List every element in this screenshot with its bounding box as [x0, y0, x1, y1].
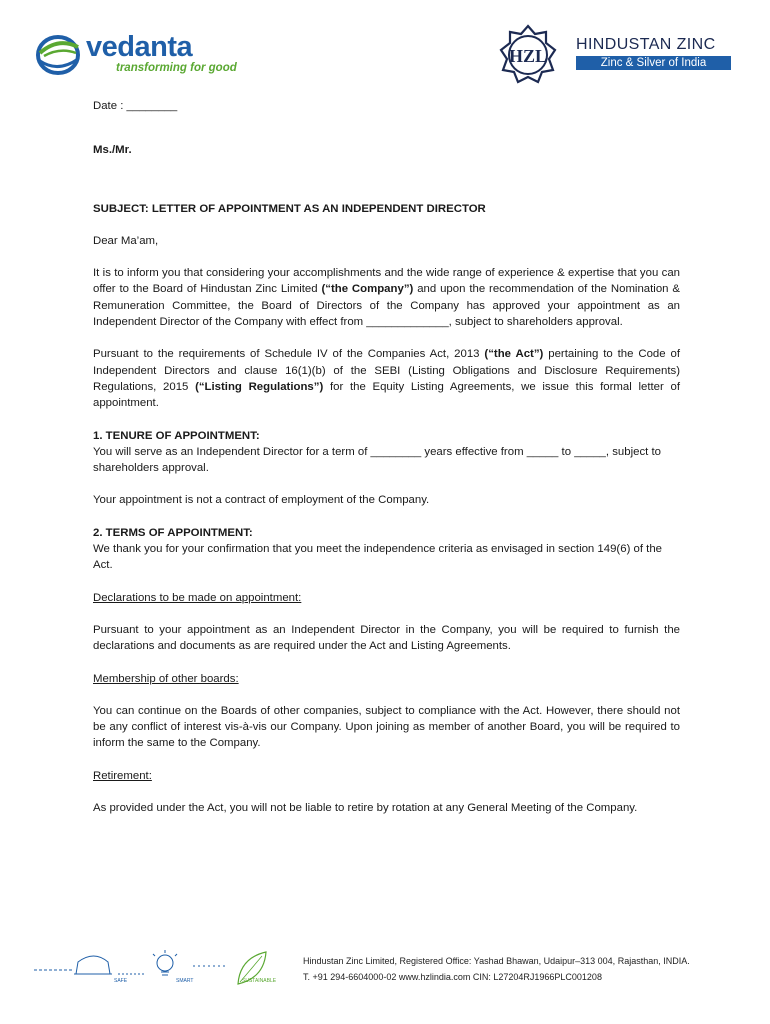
section-1-text: You will serve as an Independent Director for a term of ________ years effective from _____ to _____, subject to shareholders approval. [93, 445, 661, 475]
section-1-heading: 1. TENURE OF APPOINTMENT: [93, 429, 260, 442]
footer-line-1: Hindustan Zinc Limited, Registered Office: Yashad Bhawan, Udaipur–313 004, Rajasthan, INDIA. [303, 956, 690, 966]
hz-emblem-text: HZL [508, 46, 548, 66]
greeting: Dear Ma’am, [93, 234, 159, 247]
hz-tagline: Zinc & Silver of India [576, 56, 731, 70]
hindustan-zinc-logo [498, 24, 738, 86]
pursuant-text-2: pertaining to the Code of Independent Directors and clause 16(1)(b) of the SEBI (Listing Obligations and Disclosure Requirements) Regulations, 2015 [93, 348, 681, 393]
pursuant-paragraph [93, 346, 680, 411]
vedanta-logo [36, 33, 266, 81]
pursuant-text-1: Pursuant to the requirements of Schedule IV of the Companies Act, 2013 [93, 348, 485, 361]
vedanta-wordmark: vedanta [86, 31, 193, 63]
pursuant-text-3: for the Equity Listing Agreements, we issue this formal letter of appointment. [93, 380, 680, 410]
safe-label: SAFE [114, 978, 128, 984]
sustainable-label: SUSTAINABLE [242, 978, 277, 984]
pursuant-bold-act: (“the Act”) [484, 348, 544, 361]
section-2-text: We thank you for your confirmation that you meet the independence criteria as envisaged in section 149(6) of the Act. [93, 543, 663, 572]
membership-text: You can continue on the Boards of other companies, subject to compliance with the Act. However, there should not be any conflict of interest vis-à-vis our Company. Upon joining as member of another Board, you will be required to inform the same to the Company. [93, 704, 680, 750]
intro-text-2: and upon the recommendation of the Nomination & Remuneration Committee, the Board of Directors of the Company has approved your appointment as an Independent Director of the Company with effect from _____________, subject to shareholders approval. [93, 283, 680, 329]
date-line: Date : ________ [93, 100, 178, 112]
footer-line-2: T. +91 294-6604000-02 www.hzlindia.com CIN: L27204RJ1966PLC001208 [303, 971, 602, 982]
hz-emblem-icon [498, 24, 558, 86]
retirement-heading: Retirement: [93, 769, 152, 782]
safe-smart-sustainable-graphic [28, 944, 288, 990]
section-1-note: Your appointment is not a contract of employment of the Company. [93, 494, 430, 507]
addressee-line: Ms./Mr. [93, 144, 132, 157]
intro-text-1: It is to inform you that considering your accomplishments and the wide range of experience & expertise that you can offer to the Board of Hindustan Zinc Limited [93, 267, 680, 296]
intro-paragraph [93, 265, 680, 330]
declarations-text: Pursuant to your appointment as an Independent Director in the Company, you will be required to furnish the declarations and documents as are required under the Act and Listing Agreements. [93, 623, 680, 653]
footer-address [303, 954, 690, 985]
pursuant-bold-regulations: (“Listing Regulations”) [195, 380, 324, 393]
declarations-heading: Declarations to be made on appointment: [93, 591, 302, 604]
bulb-icon [157, 955, 173, 971]
letter-body [93, 98, 680, 816]
intro-bold-company: (“the Company”) [321, 283, 414, 296]
smart-label: SMART [176, 978, 194, 984]
section-2-heading: 2. TERMS OF APPOINTMENT: [93, 526, 253, 539]
membership-heading: Membership of other boards: [93, 672, 239, 685]
vedanta-swirl-icon [36, 33, 82, 77]
hz-company-name: HINDUSTAN ZINC [576, 36, 716, 53]
vedanta-tagline: transforming for good [116, 62, 237, 74]
retirement-text: As provided under the Act, you will not be liable to retire by rotation at any General Meeting of the Company. [93, 802, 638, 815]
helmet-icon [76, 956, 110, 974]
subject-line: SUBJECT: LETTER OF APPOINTMENT AS AN INDEPENDENT DIRECTOR [93, 202, 486, 215]
